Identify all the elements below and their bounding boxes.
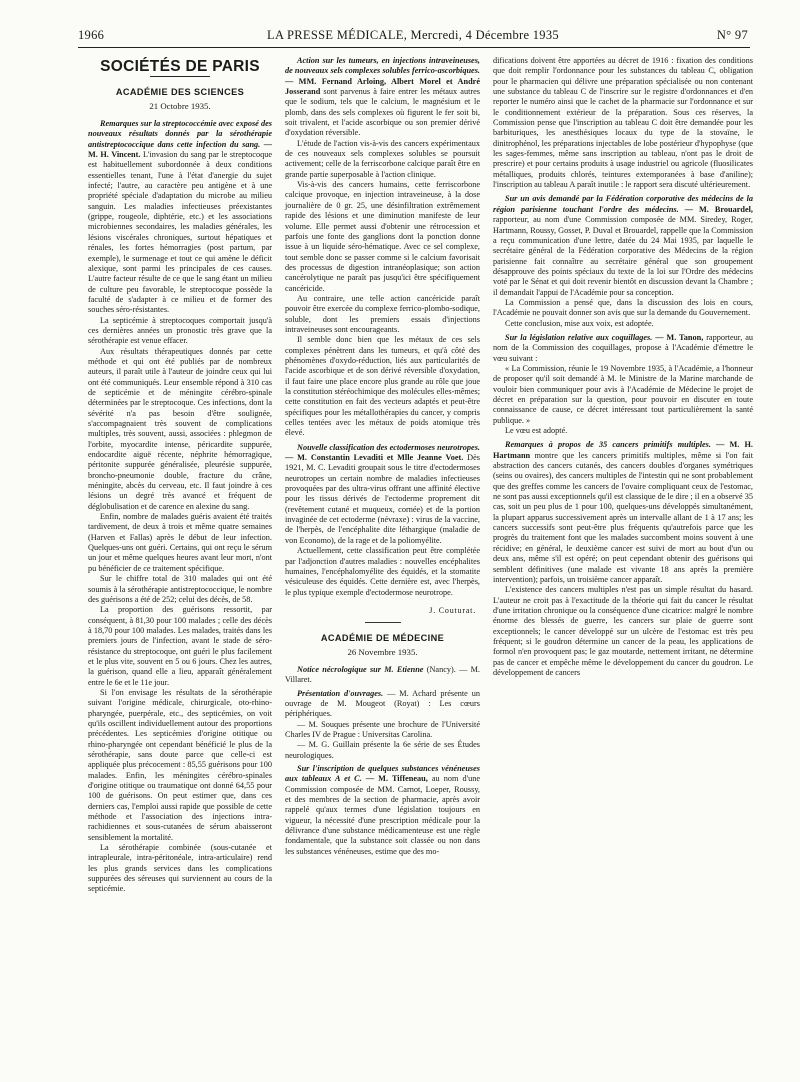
article-paragraph <box>88 119 272 316</box>
article-paragraph <box>285 56 480 139</box>
article-title: Sur l'inscription de quelques substances vénéneuses aux tableaux A et C. <box>285 764 480 784</box>
article-title: Notice nécrologique sur M. Etienne <box>297 664 424 674</box>
paragraph: Enfin, nombre de malades guéris avaient été traités tardivement, de deux à trois et même quatre semaines (Harven et Fallas) après le début de leur infection. Quelques-uns ont guéri. Certains, qui ont reçu le sérum un jour et même quelques heures avant leur mort, n'ont pu bénéficier de ce traitement spécifique. <box>88 512 272 573</box>
article-paragraph <box>493 194 753 297</box>
paragraph-text: rapporteur, au nom d'une Commission composée de MM. Siredey, Roger, Hartmann, Roussy, Gosset, P. Duval et Brouardel, rappelle que la Commission a reçu communication d'une lettre, datée du 24 Mai 1935, par laquelle le secrétaire général de la Fédération corporative des Médecins de la région parisienne fait connaître au secrétaire général que son groupement désapprouve des points spéciaux du texte de la loi sur l'Ordre des médecins voté par le Sénat et qui doit revenir bientôt en discussion devant la Chambre ; il demandait l'appui de l'Académie pour sa conception. <box>493 215 753 297</box>
article-title: Remarques sur la streptococcémie avec exposé des nouveaux résultats donnés par la sérothérapie antistreptococcique dans cette infection du sang. <box>88 119 272 149</box>
paragraph-text: L'invasion du sang par le streptocoque est habituellement subordonnée à deux conditions essentielles tenant, l'une à l'état d'anergie du sujet infecté; l'autre, au caractère peu antigène et à une propriété spéciale d'adaptation du microbe au milieu sanguin. Les maladies infectieuses préexistantes (grippe, rougeole, diphtérie, etc.) et les associations microbiennes secondaires, les maladies générales, les lésions viscérales chroniques, surtout hépatiques et rénales, les fortes hémorragies (post partum, par exemple), le surmenage et tout ce qui amène le déficit alexique, sont parmi les principales de ces causes. L'autre facteur résulte de ce que le sang étant un milieu de culture peu favorable, le streptocoque possède la faculté de s'adapter à ce milieu et de former des souches séro-résistantes. <box>88 150 272 315</box>
article-author: — M. Brouardel, <box>678 204 753 214</box>
column-2 <box>285 56 480 857</box>
paragraph-text: — M. Achard présente un ouvrage de M. Mougeot (Royat) : Les cœurs périphériques. <box>285 688 480 719</box>
paragraph: Si l'on envisage les résultats de la sérothérapie suivant l'origine médicale, chirurgicale, oto-rhino-pharyngée, puerpérale, etc., des septicémies, on voit qu'ils oscillent individuellement autour des proportions précédentes. Les septicémies d'origine otitique ou rhino-pharyngée ont cependant bénéficié le plus de la sérothérapie, sans doute parce que celle-ci est appliquée plus précocement : 85,55 guérisons pour 100 malades. Enfin, les méningites cérébro-spinales d'origine otitique ou traumatique ont donné 64,55 pour 100 de guérisons. On peut estimer que, dans ces derniers cas, l'emploi aussi rapide que possible de cette méthode et l'association des injections intra-rachidiennes et sous-cutanées de sérum abaisseront sensiblement la mortalité. <box>88 687 272 842</box>
article-author: — M. H. Hartmann <box>493 440 753 460</box>
section-rule <box>150 76 210 77</box>
session-date: 26 Novembre 1935. <box>347 646 418 657</box>
column-3 <box>493 56 753 678</box>
paragraph: — M. Souques présente une brochure de l'Université Charles IV de Prague : Universitas Carolina. <box>285 719 480 739</box>
article-paragraph <box>285 443 480 546</box>
paragraph-text: montre que les cancers primitifs multiples, même si l'on fait abstraction des cancers cutanés, des cancers doubles d'organes symétriques (seins ou ovaires), des cancers multiples de l'intestin qui ne sont probablement que des greffes comme les cancers de l'ovaire compliquant ceux de l'estomac, ne sont pas aussi exceptionnels qu'il est classique de le dire ; il en a observé 35 cas, soit un peu plus de 1 pour 100, quelques-uns développés simultanément, la plupart apparus successivement après un intervalle allant de 1 à 17 ans; les cancers successifs sont peut-être plus fréquents qu'autrefois parce que les progrès du traitement font que les malades succombent moins souvent à une récidive; en général, le deuxième cancer est suivi de mort au bout d'un ou deux ans, même s'il est opéré; on peut cependant obtenir des guérisons qui semblent définitives (une malade est vivante 18 ans après la première intervention); parfois, un troisième cancer apparaît. <box>493 450 753 584</box>
paragraph-text: au nom d'une Commission composée de MM. Carnot, Loeper, Roussy, et des membres de la section de pharmacie, après avoir rappelé qu'aux termes d'une législation toujours en vigueur, la nécessité d'une prescription médicale pour la délivrance d'une substance médicamenteuse est une règle fondamentale, que la substance soit classée ou non dans les substances vénéneuses, estime que des mo- <box>285 774 481 856</box>
separator <box>365 622 401 623</box>
paragraph: Aux résultats thérapeutiques donnés par cette méthode et qui ont été publiés par de nombreux auteurs, il paraît utile à l'auteur de joindre ceux qui lui ont été communiqués. Leur ensemble répond à 310 cas de septicémie et de méningite cérébro-spinale déterminées par le streptocoque. Ces infections, dont la sévérité n'a pas besoin d'être soulignée, s'accompagnaient très souvent de complications multiples, très souvent, aussi, associées : phlegmon de l'orbite, myocardite intense, péricardite suppurée, endocardite aiguë récente, néphrite hémorragique, péritonite suppurée généralisée, pleurésie suppurée, broncho-pneumonie double, fracture du crâne, méningite, abcès du cerveau, etc. Il faut joindre à ces lésions un degré très avancé et fréquent de déglobulisation et de carence en alexine du sang. <box>88 346 272 511</box>
paragraph: — M. G. Guillain présente la 6e série de ses Études neurologiques. <box>285 740 480 760</box>
article-paragraph <box>493 440 753 585</box>
paragraph: Le vœu est adopté. <box>505 426 568 436</box>
article-title: Sur un avis demandé par la Fédération corporative des médecins de la région parisienne touchant l'ordre des médecins. <box>493 194 753 214</box>
issue-number: N° 97 <box>716 28 748 42</box>
paragraph-text: Dès 1921, M. C. Levaditi groupait sous le titre d'ectodermoses neurotropes un certain nombre de maladies infectieuses provoquées par des ultra-virus offrant une affinité élective pour les tissus dérivés de l'ectoderme proprement dit (revêtement cutané et muqueux, cornée) et de la portion invaginée de cet ectoderme (névraxe) : virus de la vaccine, de l'herpès, de l'encéphalite dite léthargique (maladie de von Economo), de la rage et de la poliomyélite. <box>285 453 480 545</box>
article-author: — M. Tiffeneau, <box>361 774 428 784</box>
paragraph: Sur le chiffre total de 310 malades qui ont été soumis à la sérothérapie antistreptococcique, le nombre des guérisons a été de 252; celui des décès, de 58. <box>88 574 272 604</box>
paragraph-text: rapporteur, au nom de la Commission des coquillages, propose à l'Académie d'émettre le vœu suivant : <box>493 332 753 363</box>
header-rule <box>78 47 750 48</box>
session-date: 21 Octobre 1935. <box>149 100 211 111</box>
paragraph: La sérothérapie combinée (sous-cutanée et intrapleurale, intra-péritonéale, intra-articulaire) rend les plus grands services dans les complications suppurées des séreuses qui surviennent au cours de la septicémie. <box>88 843 272 894</box>
paragraph: La proportion des guérisons ressortit, par conséquent, à 81,30 pour 100 malades ; celle des décès à 18,70 pour 100 malades. Les malades, traités dans les premiers jours de l'infection, avant le stade de séro-résistance du streptocoque, ont guéri le plus facilement et le plus vite, souvent en 5 ou 6 jours. Chez les autres, la guérison, quand elle a lieu, apparaît généralement entre le 6e et le 11e jour. <box>88 605 272 687</box>
academy-heading: ACADÉMIE DE MÉDECINE <box>320 633 445 644</box>
paragraph: Cette conclusion, mise aux voix, est adoptée. <box>505 318 654 328</box>
quotation <box>493 364 753 426</box>
paragraph-text: sont parvenus à faire entrer les métaux autres que le sodium, tels que le calcium, le magnésium et le plomb, dans des sels complexes où figurent le fer soit bi, soit trivalent, et l'acide ascorbique ou son premier dérivé d'oxydation réversible. <box>285 87 480 138</box>
article-paragraph <box>285 689 480 720</box>
article-author: — M. Tanon, <box>652 332 704 342</box>
paragraph: La septicémie à streptocoques comportait jusqu'à ces dernières années un pronostic très grave que la sérothérapie est venue effacer. <box>88 315 272 346</box>
article-paragraph <box>493 333 753 364</box>
article-author: — M. H. Vincent. <box>88 139 273 160</box>
paragraph: Au contraire, une telle action cancéricide paraît pouvoir être exercée du complexe ferrico-plombo-sodique, soluble, dont les premiers essais d'injections intraveineuses sont encourageants. <box>285 293 480 334</box>
academy-heading: ACADÉMIE DES SCIENCES <box>115 87 245 98</box>
paragraph: L'étude de l'action vis-à-vis des cancers expérimentaux de ces nouveaux sels complexes solubles se poursuit activement; celle de la ferriscorbone calcique paraît être en grande partie superposable à l'action clinique. <box>285 138 480 179</box>
section-title: SOCIÉTÉS DE PARIS <box>100 58 260 75</box>
paragraph-text: (Nancy). — M. Villaret. <box>285 664 480 685</box>
article-paragraph <box>285 764 480 857</box>
paragraph: Vis-à-vis des cancers humains, cette ferriscorbone calcique provoque, en injection intraveineuse, à la dose journalière de 0 gr. 25, une désinfiltration extrêmement rapide des lésions et une diminution manifeste de leur volume. Elle permet aussi d'obtenir une rétrocession et parfois une fonte des ganglions dont la ponction donne issue à un liquide séro-hématique. Avec ce sel complexe, tout semble donc se passer comme si le calcium favorisait des processus de digestion intranéoplasique; son action cancérolytique ne paraît pas jusqu'ici être spécifiquement cancéricide. <box>285 180 480 293</box>
article-title: Action sur les tumeurs, en injections intraveineuses, de nouveaux sels complexes solubles ferrico-ascorbiques. <box>285 56 480 76</box>
article-authors: — MM. Fernand Arloing, Albert Morel et André Josserand <box>285 76 480 97</box>
article-title: Sur la législation relative aux coquillages. <box>505 332 653 342</box>
paragraph: Il semble donc bien que les métaux de ces sels complexes pénètrent dans les tumeurs, et qu'à côté des phénomènes d'oxydo-réduction, liés aux particularités de l'acide ascorbique et de son dérivé réversible d'oxydation, il faut faire une place encore plus grande au rôle que joue la constitution stéréochimique des molécules elles-mêmes; cette constitution en fait des vecteurs adaptés et peut-être spécifiques pour les métallothérapies du cancer, y compris celles tentées avec les métaux de poids atomique très élevé. <box>285 335 480 438</box>
signature: J. Couturat. <box>429 605 476 615</box>
quote-text: « La Commission, réunie le 19 Novembre 1935, à l'Académie, a l'honneur de proposer qu'il soit demandé à M. le Ministre de la Marine marchande de vouloir bien communiquer pour avis à l'Académie de Médecine le projet de décret en préparation sur la question, pour pouvoir en discuter en toute connaissance de cause, ce décret intéressant tout particulièrement la santé publique. » <box>493 363 753 425</box>
article-title: Remarques à propos de 35 cancers primitifs multiples. <box>505 440 711 450</box>
paragraph: difications doivent être apportées au décret de 1916 : fixation des conditions que doit remplir l'ordonnance pour les substances du tableau C, obligation pour le pharmacien qui délivre une préparation spécialisée ou non contenant une substance du tableau C de l'inscrire sur le registre d'ordonnances et d'en reporter le numéro ainsi que le cachet de la pharmacie sur l'ordonnance et sur le conditionnement extérieur de la préparation. Sous ces réserves, la Commission pense que l'inscription au tableau C doit être demandée pour les barbituriques, les anesthésiques locaux du type de la stovaïne, le dinitrophénol, les préparations injectables de lobe postérieur d'hypophyse (que les sages-femmes, même sans inscription au tableau, n'ont pas le droit de prescrire) et pour certains produits à usage industriel ou agricole (fluosilicates métalliques, produits chlorés, teintures extemporanées à base d'aniline); l'inscription au tableau A paraît inutile : le rapport sera discuté ultérieurement. <box>493 56 753 190</box>
article-title: Nouvelle classification des ectodermoses neurotropes. <box>297 442 480 452</box>
running-header <box>78 28 748 44</box>
paragraph: L'existence des cancers multiples n'est pas un simple résultat du hasard. L'auteur ne croit pas à l'exactitude de la théorie qui fait du cancer le résultat d'une irritation chronique ou la conséquence d'une cicatrice: malgré le nombre énorme des blessés de guerre, les cancers sur plaie de guerre sont exceptionnels; le cancer développé sur un ulcère de l'estomac est très peu fréquent; si le goudron détermine un cancer de la peau, les applications de formol n'en provoquent pas; le gaz moutarde, nettement irritant, ne détermine pas de cancer et empêche même le développement du cancer du goudron. Le développement de cancers <box>493 585 753 677</box>
column-1 <box>88 56 272 895</box>
page-number: 1966 <box>78 28 105 42</box>
paragraph: La Commission a pensé que, dans la discussion des lois en cours, l'Académie ne pouvait donner son avis que sur la demande du Gouvernement. <box>493 297 753 318</box>
paragraph: Actuellement, cette classification peut être complétée par l'adjonction d'autres maladies : nouvelles encéphalites humaines, l'encéphalomyélite des équidés, et la stomatite vésiculeuse des équidés. Cette dernière est, avec l'herpès, le plus typique exemple d'ectodermose neurotrope. <box>285 546 480 597</box>
article-title: Présentation d'ouvrages. <box>297 688 384 698</box>
article-paragraph <box>285 665 480 686</box>
journal-title: LA PRESSE MÉDICALE, Mercredi, 4 Décembre 1935 <box>267 28 559 42</box>
article-authors: — M. Constantin Levaditi et Mlle Jeanne Voet. <box>285 453 464 463</box>
